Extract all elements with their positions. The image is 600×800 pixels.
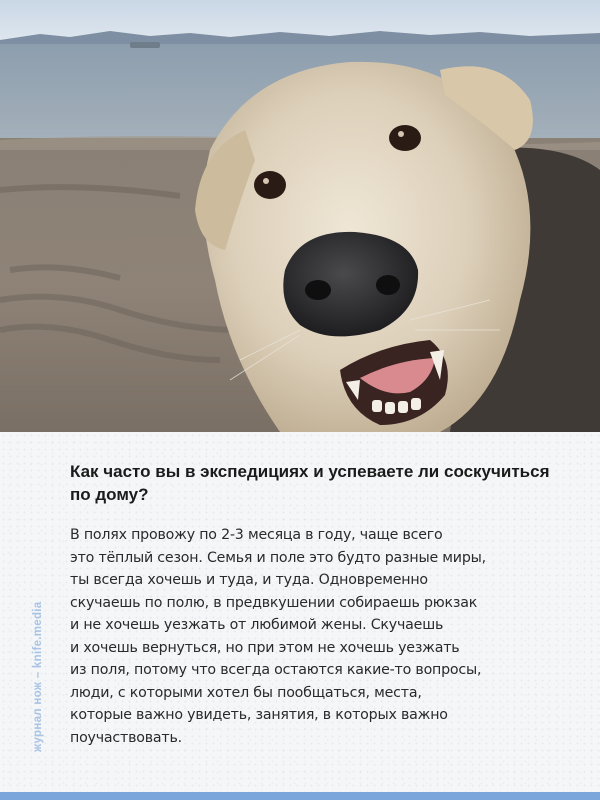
interview-question: Как часто вы в экспедициях и успеваете ли соскучиться по дому? bbox=[70, 462, 550, 504]
watermark-label: журнал нож – knife.media bbox=[32, 601, 44, 752]
bottom-accent-bar bbox=[0, 792, 600, 800]
interview-answer: В полях провожу по 2-3 месяца в году, чаще всего это тёплый сезон. Семья и поле это будто разные миры, ты всегда хочешь и туда, и туда. Одновременно скучаешь по полю, в предвкушении собираешь рюкзак и не хочешь уезжать от любимой жены. Скучаешь и хочешь вернуться, но при этом не хочешь уезжать из поля, потому что всегда остаются какие-то вопросы, люди, с которыми хотел бы пообщаться, места, которые важно увидеть, занятия, в которых важно поучаствовать. bbox=[70, 527, 486, 746]
article-text-block bbox=[0, 432, 600, 796]
